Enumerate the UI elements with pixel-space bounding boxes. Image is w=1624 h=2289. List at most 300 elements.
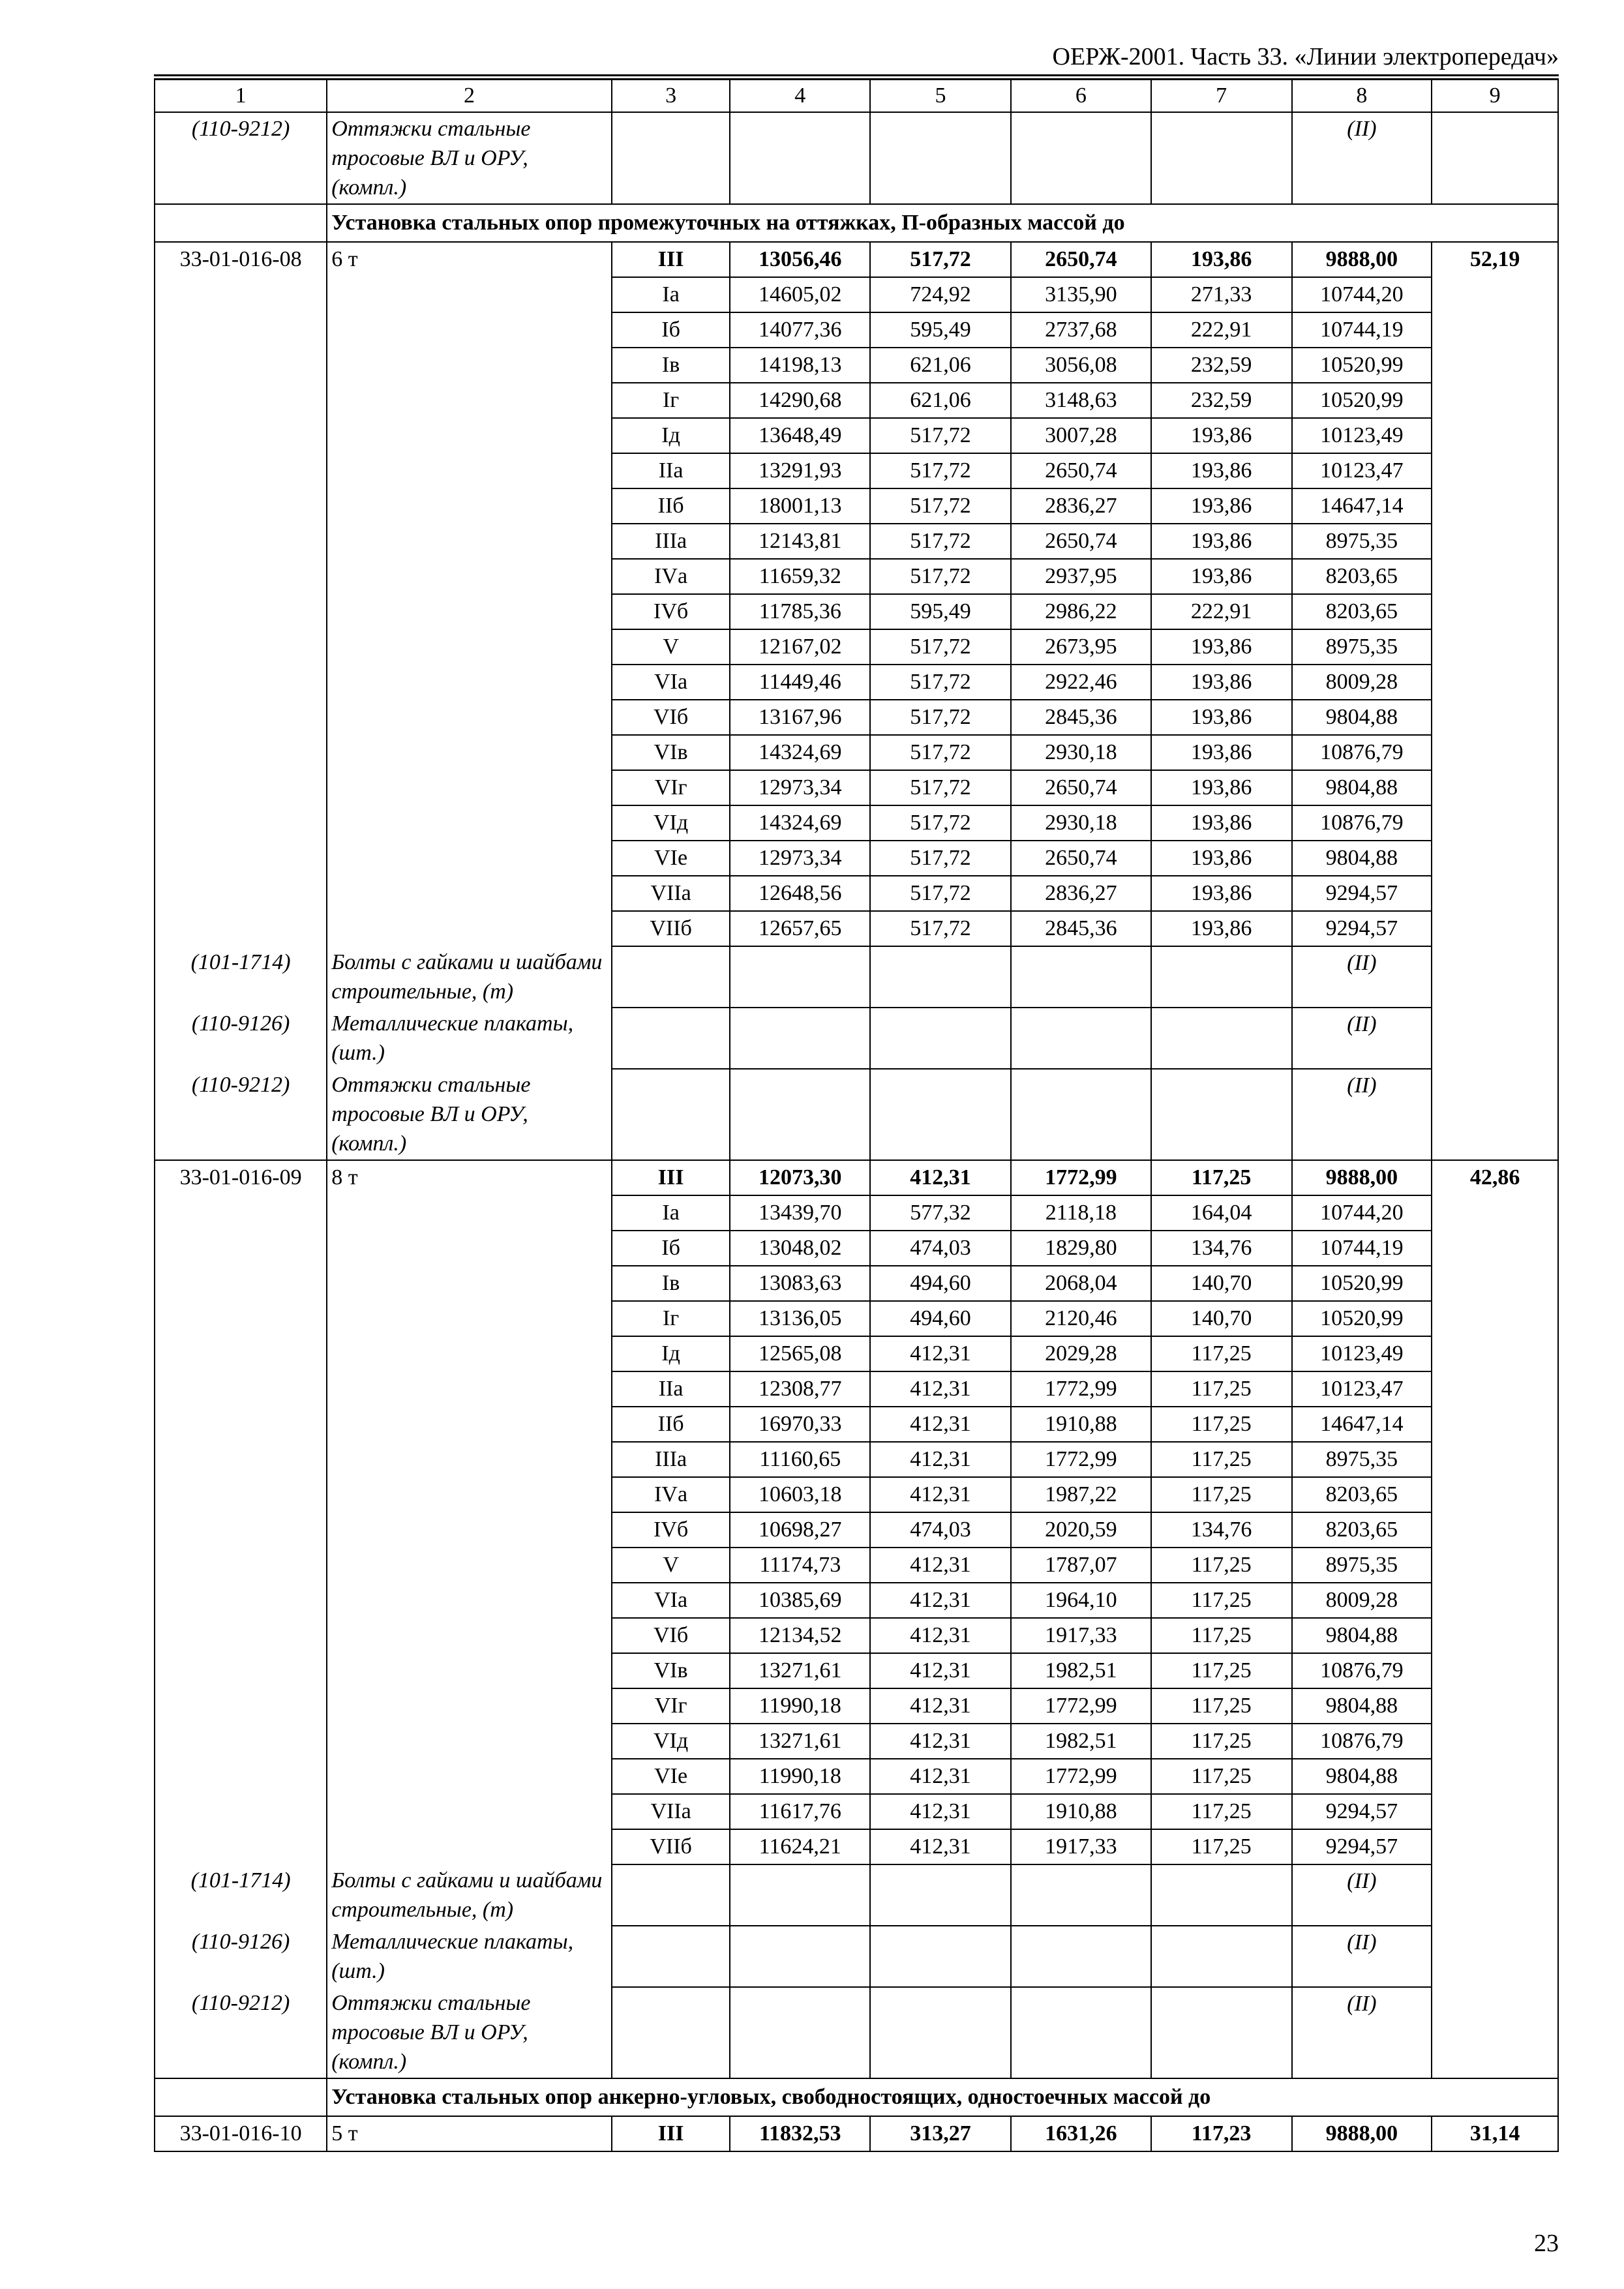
empty-cell bbox=[327, 312, 612, 348]
machine-cost: 2650,74 bbox=[1011, 841, 1151, 876]
empty-cell bbox=[155, 383, 327, 418]
operator-wages: 117,25 bbox=[1151, 1407, 1292, 1442]
material-cost: 10123,47 bbox=[1292, 1371, 1432, 1407]
machine-cost: 2937,95 bbox=[1011, 559, 1151, 594]
zone-number: Iв bbox=[612, 348, 730, 383]
total-cost: 14198,13 bbox=[730, 348, 870, 383]
machine-cost: 1829,80 bbox=[1011, 1231, 1151, 1266]
labor-value: 42,86 bbox=[1432, 1160, 1558, 1195]
zone-number: Iб bbox=[612, 312, 730, 348]
empty-cell bbox=[155, 1618, 327, 1653]
zone-number: VIг bbox=[612, 1688, 730, 1724]
material-cost: 14647,14 bbox=[1292, 488, 1432, 524]
material-code: (110-9212) bbox=[155, 1069, 327, 1160]
support-mass: 6 т bbox=[327, 242, 612, 277]
empty-cell bbox=[327, 277, 612, 312]
empty-cell bbox=[155, 1759, 327, 1794]
material-cost: 9804,88 bbox=[1292, 1759, 1432, 1794]
total-cost: 11659,32 bbox=[730, 559, 870, 594]
column-number: 4 bbox=[730, 80, 870, 112]
wages: 412,31 bbox=[870, 1794, 1011, 1829]
rate-row bbox=[155, 1442, 1558, 1477]
machine-cost: 2120,46 bbox=[1011, 1301, 1151, 1336]
wages: 595,49 bbox=[870, 312, 1011, 348]
material-cost: 8975,35 bbox=[1292, 524, 1432, 559]
material-cost: 9294,57 bbox=[1292, 1829, 1432, 1864]
rate-row bbox=[155, 488, 1558, 524]
operator-wages: 117,25 bbox=[1151, 1548, 1292, 1583]
machine-cost: 1964,10 bbox=[1011, 1583, 1151, 1618]
operator-wages: 232,59 bbox=[1151, 348, 1292, 383]
operator-wages: 117,25 bbox=[1151, 1829, 1292, 1864]
total-cost: 11449,46 bbox=[730, 665, 870, 700]
empty-cell bbox=[327, 524, 612, 559]
zone-number: VIг bbox=[612, 770, 730, 805]
material-name: Металлические плакаты, (шт.) bbox=[327, 1926, 612, 1987]
wages: 412,31 bbox=[870, 1759, 1011, 1794]
rate-row bbox=[155, 911, 1558, 946]
empty-cell bbox=[612, 946, 730, 1008]
machine-cost: 3135,90 bbox=[1011, 277, 1151, 312]
empty-cell bbox=[155, 2078, 327, 2116]
wages: 412,31 bbox=[870, 1407, 1011, 1442]
machine-cost: 1982,51 bbox=[1011, 1653, 1151, 1688]
machine-cost: 1772,99 bbox=[1011, 1160, 1151, 1195]
empty-cell bbox=[327, 1618, 612, 1653]
rate-row bbox=[155, 312, 1558, 348]
material-cost: 9804,88 bbox=[1292, 700, 1432, 735]
rate-row bbox=[155, 841, 1558, 876]
material-code: (101-1714) bbox=[155, 1864, 327, 1926]
rate-code: 33-01-016-08 bbox=[155, 242, 327, 277]
empty-cell bbox=[1432, 1069, 1558, 1160]
rate-row bbox=[155, 770, 1558, 805]
zone-number: VIе bbox=[612, 841, 730, 876]
material-code: (110-9126) bbox=[155, 1926, 327, 1987]
empty-cell bbox=[1432, 488, 1558, 524]
empty-cell bbox=[730, 1926, 870, 1987]
zone-number: VIв bbox=[612, 1653, 730, 1688]
section-header-row bbox=[155, 204, 1558, 242]
operator-wages: 117,25 bbox=[1151, 1371, 1292, 1407]
empty-cell bbox=[1432, 1512, 1558, 1548]
operator-wages: 193,86 bbox=[1151, 770, 1292, 805]
operator-wages: 193,86 bbox=[1151, 418, 1292, 453]
machine-cost: 1917,33 bbox=[1011, 1618, 1151, 1653]
column-number-row bbox=[155, 80, 1558, 112]
empty-cell bbox=[1432, 1407, 1558, 1442]
operator-wages: 193,86 bbox=[1151, 805, 1292, 841]
total-cost: 13648,49 bbox=[730, 418, 870, 453]
material-name: Оттяжки стальные тросовые ВЛ и ОРУ, (компл.) bbox=[327, 1987, 612, 2078]
empty-cell bbox=[155, 594, 327, 629]
empty-cell bbox=[1432, 1794, 1558, 1829]
empty-cell bbox=[1011, 946, 1151, 1008]
empty-cell bbox=[1432, 1864, 1558, 1926]
empty-cell bbox=[155, 1688, 327, 1724]
empty-cell bbox=[327, 453, 612, 488]
total-cost: 11617,76 bbox=[730, 1794, 870, 1829]
rate-row bbox=[155, 1618, 1558, 1653]
rate-row bbox=[155, 1407, 1558, 1442]
wages: 412,31 bbox=[870, 1442, 1011, 1477]
wages: 412,31 bbox=[870, 1548, 1011, 1583]
machine-cost: 2068,04 bbox=[1011, 1266, 1151, 1301]
operator-wages: 117,25 bbox=[1151, 1653, 1292, 1688]
empty-cell bbox=[155, 1407, 327, 1442]
zone-number: V bbox=[612, 629, 730, 665]
header-rule-thick bbox=[154, 74, 1559, 76]
wages: 412,31 bbox=[870, 1160, 1011, 1195]
machine-cost: 1787,07 bbox=[1011, 1548, 1151, 1583]
zone-number: IVа bbox=[612, 1477, 730, 1512]
operator-wages: 117,25 bbox=[1151, 1618, 1292, 1653]
empty-cell bbox=[155, 1195, 327, 1231]
operator-wages: 193,86 bbox=[1151, 559, 1292, 594]
empty-cell bbox=[327, 841, 612, 876]
empty-cell bbox=[327, 1512, 612, 1548]
empty-cell bbox=[1432, 1724, 1558, 1759]
total-cost: 12308,77 bbox=[730, 1371, 870, 1407]
zone-number: VIб bbox=[612, 700, 730, 735]
empty-cell bbox=[1432, 1548, 1558, 1583]
wages: 313,27 bbox=[870, 2116, 1011, 2151]
operator-wages: 140,70 bbox=[1151, 1301, 1292, 1336]
material-cost: 9888,00 bbox=[1292, 1160, 1432, 1195]
material-cost: 10520,99 bbox=[1292, 1301, 1432, 1336]
empty-cell bbox=[155, 1829, 327, 1864]
zone-number: IVб bbox=[612, 594, 730, 629]
empty-cell bbox=[327, 348, 612, 383]
total-cost: 13167,96 bbox=[730, 700, 870, 735]
rate-row bbox=[155, 805, 1558, 841]
operator-wages: 193,86 bbox=[1151, 700, 1292, 735]
zone-number: VIа bbox=[612, 1583, 730, 1618]
column-number: 2 bbox=[327, 80, 612, 112]
zone-number: Iв bbox=[612, 1266, 730, 1301]
rate-row bbox=[155, 524, 1558, 559]
material-cost: 8203,65 bbox=[1292, 1477, 1432, 1512]
page-header: ОЕРЖ-2001. Часть 33. «Линии электропередач» bbox=[1052, 43, 1559, 70]
material-cost: 10123,49 bbox=[1292, 418, 1432, 453]
table-body bbox=[155, 80, 1558, 2151]
material-mark: (II) bbox=[1292, 946, 1432, 1008]
section-header-row bbox=[155, 2078, 1558, 2116]
machine-cost: 2836,27 bbox=[1011, 876, 1151, 911]
material-row bbox=[155, 112, 1558, 204]
empty-cell bbox=[327, 1688, 612, 1724]
empty-cell bbox=[1432, 1477, 1558, 1512]
section-title: Установка стальных опор анкерно-угловых, свободностоящих, одностоечных массой до bbox=[327, 2078, 1558, 2116]
empty-cell bbox=[1432, 911, 1558, 946]
material-cost: 8975,35 bbox=[1292, 1548, 1432, 1583]
material-cost: 8203,65 bbox=[1292, 594, 1432, 629]
empty-cell bbox=[327, 770, 612, 805]
material-cost: 8975,35 bbox=[1292, 1442, 1432, 1477]
empty-cell bbox=[870, 1864, 1011, 1926]
zone-number: VIе bbox=[612, 1759, 730, 1794]
total-cost: 11990,18 bbox=[730, 1759, 870, 1794]
empty-cell bbox=[327, 629, 612, 665]
total-cost: 13136,05 bbox=[730, 1301, 870, 1336]
empty-cell bbox=[155, 805, 327, 841]
wages: 412,31 bbox=[870, 1618, 1011, 1653]
empty-cell bbox=[1432, 665, 1558, 700]
zone-number: Iб bbox=[612, 1231, 730, 1266]
zone-number: IVа bbox=[612, 559, 730, 594]
material-code: (110-9212) bbox=[155, 1987, 327, 2078]
machine-cost: 1987,22 bbox=[1011, 1477, 1151, 1512]
wages: 724,92 bbox=[870, 277, 1011, 312]
empty-cell bbox=[1432, 453, 1558, 488]
empty-cell bbox=[327, 1266, 612, 1301]
machine-cost: 2650,74 bbox=[1011, 770, 1151, 805]
zone-number: IIIа bbox=[612, 524, 730, 559]
operator-wages: 134,76 bbox=[1151, 1231, 1292, 1266]
material-mark: (II) bbox=[1292, 1864, 1432, 1926]
material-cost: 10123,47 bbox=[1292, 453, 1432, 488]
empty-cell bbox=[155, 841, 327, 876]
material-cost: 10520,99 bbox=[1292, 1266, 1432, 1301]
empty-cell bbox=[155, 665, 327, 700]
empty-cell bbox=[155, 277, 327, 312]
rate-row bbox=[155, 453, 1558, 488]
empty-cell bbox=[155, 629, 327, 665]
rate-row bbox=[155, 1759, 1558, 1794]
column-number: 3 bbox=[612, 80, 730, 112]
rate-row bbox=[155, 1160, 1558, 1195]
rate-row bbox=[155, 876, 1558, 911]
operator-wages: 117,25 bbox=[1151, 1160, 1292, 1195]
empty-cell bbox=[327, 1477, 612, 1512]
rate-row bbox=[155, 594, 1558, 629]
operator-wages: 193,86 bbox=[1151, 665, 1292, 700]
empty-cell bbox=[1011, 1008, 1151, 1069]
empty-cell bbox=[327, 911, 612, 946]
machine-cost: 2845,36 bbox=[1011, 700, 1151, 735]
material-row bbox=[155, 1069, 1558, 1160]
machine-cost: 2930,18 bbox=[1011, 735, 1151, 770]
empty-cell bbox=[870, 1987, 1011, 2078]
wages: 412,31 bbox=[870, 1371, 1011, 1407]
empty-cell bbox=[1432, 946, 1558, 1008]
empty-cell bbox=[612, 1926, 730, 1987]
empty-cell bbox=[1432, 700, 1558, 735]
rate-row bbox=[155, 418, 1558, 453]
operator-wages: 117,25 bbox=[1151, 1583, 1292, 1618]
total-cost: 13056,46 bbox=[730, 242, 870, 277]
empty-cell bbox=[1432, 1231, 1558, 1266]
rate-row bbox=[155, 700, 1558, 735]
operator-wages: 140,70 bbox=[1151, 1266, 1292, 1301]
empty-cell bbox=[327, 559, 612, 594]
material-row bbox=[155, 1008, 1558, 1069]
total-cost: 13083,63 bbox=[730, 1266, 870, 1301]
empty-cell bbox=[155, 524, 327, 559]
empty-cell bbox=[1432, 112, 1558, 204]
empty-cell bbox=[1432, 1266, 1558, 1301]
empty-cell bbox=[155, 876, 327, 911]
empty-cell bbox=[730, 1008, 870, 1069]
machine-cost: 2930,18 bbox=[1011, 805, 1151, 841]
material-row bbox=[155, 946, 1558, 1008]
total-cost: 13271,61 bbox=[730, 1724, 870, 1759]
empty-cell bbox=[327, 418, 612, 453]
operator-wages: 117,25 bbox=[1151, 1759, 1292, 1794]
wages: 517,72 bbox=[870, 418, 1011, 453]
material-cost: 14647,14 bbox=[1292, 1407, 1432, 1442]
rate-row bbox=[155, 1266, 1558, 1301]
empty-cell bbox=[612, 1987, 730, 2078]
machine-cost: 3056,08 bbox=[1011, 348, 1151, 383]
empty-cell bbox=[1151, 1069, 1292, 1160]
zone-number: VIIб bbox=[612, 911, 730, 946]
zone-number: III bbox=[612, 242, 730, 277]
zone-number: VIIб bbox=[612, 1829, 730, 1864]
empty-cell bbox=[612, 1069, 730, 1160]
material-cost: 10876,79 bbox=[1292, 1653, 1432, 1688]
total-cost: 10698,27 bbox=[730, 1512, 870, 1548]
empty-cell bbox=[327, 1548, 612, 1583]
material-code: (110-9212) bbox=[155, 112, 327, 204]
empty-cell bbox=[1432, 805, 1558, 841]
empty-cell bbox=[1432, 1926, 1558, 1987]
empty-cell bbox=[155, 1266, 327, 1301]
material-name: Болты с гайками и шайбами строительные, (т) bbox=[327, 1864, 612, 1926]
material-mark: (II) bbox=[1292, 112, 1432, 204]
empty-cell bbox=[1432, 312, 1558, 348]
empty-cell bbox=[1432, 1688, 1558, 1724]
empty-cell bbox=[327, 1231, 612, 1266]
material-cost: 10744,20 bbox=[1292, 277, 1432, 312]
rate-row bbox=[155, 1724, 1558, 1759]
empty-cell bbox=[155, 911, 327, 946]
material-name: Оттяжки стальные тросовые ВЛ и ОРУ, (компл.) bbox=[327, 112, 612, 204]
total-cost: 12648,56 bbox=[730, 876, 870, 911]
machine-cost: 2029,28 bbox=[1011, 1336, 1151, 1371]
operator-wages: 193,86 bbox=[1151, 524, 1292, 559]
operator-wages: 117,25 bbox=[1151, 1724, 1292, 1759]
material-cost: 10876,79 bbox=[1292, 735, 1432, 770]
operator-wages: 193,86 bbox=[1151, 735, 1292, 770]
zone-number: IIб bbox=[612, 488, 730, 524]
total-cost: 12073,30 bbox=[730, 1160, 870, 1195]
empty-cell bbox=[155, 559, 327, 594]
zone-number: Iд bbox=[612, 418, 730, 453]
material-cost: 8203,65 bbox=[1292, 1512, 1432, 1548]
material-cost: 8203,65 bbox=[1292, 559, 1432, 594]
empty-cell bbox=[155, 488, 327, 524]
wages: 595,49 bbox=[870, 594, 1011, 629]
page-number: 23 bbox=[1534, 2230, 1559, 2257]
wages: 517,72 bbox=[870, 841, 1011, 876]
empty-cell bbox=[612, 1008, 730, 1069]
machine-cost: 2836,27 bbox=[1011, 488, 1151, 524]
column-number: 9 bbox=[1432, 80, 1558, 112]
empty-cell bbox=[155, 770, 327, 805]
support-mass: 5 т bbox=[327, 2116, 612, 2151]
operator-wages: 222,91 bbox=[1151, 594, 1292, 629]
wages: 494,60 bbox=[870, 1266, 1011, 1301]
column-number: 8 bbox=[1292, 80, 1432, 112]
material-cost: 9294,57 bbox=[1292, 911, 1432, 946]
empty-cell bbox=[327, 735, 612, 770]
wages: 412,31 bbox=[870, 1724, 1011, 1759]
material-cost: 8009,28 bbox=[1292, 1583, 1432, 1618]
material-cost: 9294,57 bbox=[1292, 876, 1432, 911]
total-cost: 12565,08 bbox=[730, 1336, 870, 1371]
empty-cell bbox=[1151, 946, 1292, 1008]
zone-number: VIв bbox=[612, 735, 730, 770]
empty-cell bbox=[327, 665, 612, 700]
material-code: (110-9126) bbox=[155, 1008, 327, 1069]
material-mark: (II) bbox=[1292, 1008, 1432, 1069]
operator-wages: 117,23 bbox=[1151, 2116, 1292, 2151]
wages: 412,31 bbox=[870, 1477, 1011, 1512]
empty-cell bbox=[1432, 876, 1558, 911]
empty-cell bbox=[155, 418, 327, 453]
rate-row bbox=[155, 665, 1558, 700]
total-cost: 12167,02 bbox=[730, 629, 870, 665]
zone-number: VIд bbox=[612, 805, 730, 841]
empty-cell bbox=[1151, 112, 1292, 204]
empty-cell bbox=[730, 1987, 870, 2078]
material-cost: 10744,19 bbox=[1292, 1231, 1432, 1266]
operator-wages: 117,25 bbox=[1151, 1477, 1292, 1512]
operator-wages: 134,76 bbox=[1151, 1512, 1292, 1548]
empty-cell bbox=[327, 1583, 612, 1618]
rate-row bbox=[155, 629, 1558, 665]
empty-cell bbox=[870, 1069, 1011, 1160]
empty-cell bbox=[155, 204, 327, 242]
empty-cell bbox=[155, 1512, 327, 1548]
total-cost: 12143,81 bbox=[730, 524, 870, 559]
section-title: Установка стальных опор промежуточных на оттяжках, П-образных массой до bbox=[327, 204, 1558, 242]
material-cost: 10876,79 bbox=[1292, 1724, 1432, 1759]
empty-cell bbox=[155, 1477, 327, 1512]
empty-cell bbox=[327, 594, 612, 629]
empty-cell bbox=[730, 1069, 870, 1160]
wages: 517,72 bbox=[870, 805, 1011, 841]
empty-cell bbox=[327, 383, 612, 418]
wages: 412,31 bbox=[870, 1583, 1011, 1618]
machine-cost: 2650,74 bbox=[1011, 524, 1151, 559]
rate-row bbox=[155, 348, 1558, 383]
material-name: Болты с гайками и шайбами строительные, (т) bbox=[327, 946, 612, 1008]
machine-cost: 1772,99 bbox=[1011, 1759, 1151, 1794]
total-cost: 12973,34 bbox=[730, 770, 870, 805]
operator-wages: 193,86 bbox=[1151, 488, 1292, 524]
total-cost: 11785,36 bbox=[730, 594, 870, 629]
empty-cell bbox=[870, 112, 1011, 204]
machine-cost: 2922,46 bbox=[1011, 665, 1151, 700]
operator-wages: 193,86 bbox=[1151, 453, 1292, 488]
machine-cost: 1772,99 bbox=[1011, 1442, 1151, 1477]
empty-cell bbox=[1432, 383, 1558, 418]
material-row bbox=[155, 1987, 1558, 2078]
zone-number: VIа bbox=[612, 665, 730, 700]
empty-cell bbox=[1011, 1987, 1151, 2078]
labor-value: 52,19 bbox=[1432, 242, 1558, 277]
empty-cell bbox=[327, 1653, 612, 1688]
zone-number: VIб bbox=[612, 1618, 730, 1653]
empty-cell bbox=[1011, 1864, 1151, 1926]
machine-cost: 1772,99 bbox=[1011, 1688, 1151, 1724]
empty-cell bbox=[155, 1653, 327, 1688]
wages: 621,06 bbox=[870, 348, 1011, 383]
material-cost: 10744,19 bbox=[1292, 312, 1432, 348]
total-cost: 16970,33 bbox=[730, 1407, 870, 1442]
